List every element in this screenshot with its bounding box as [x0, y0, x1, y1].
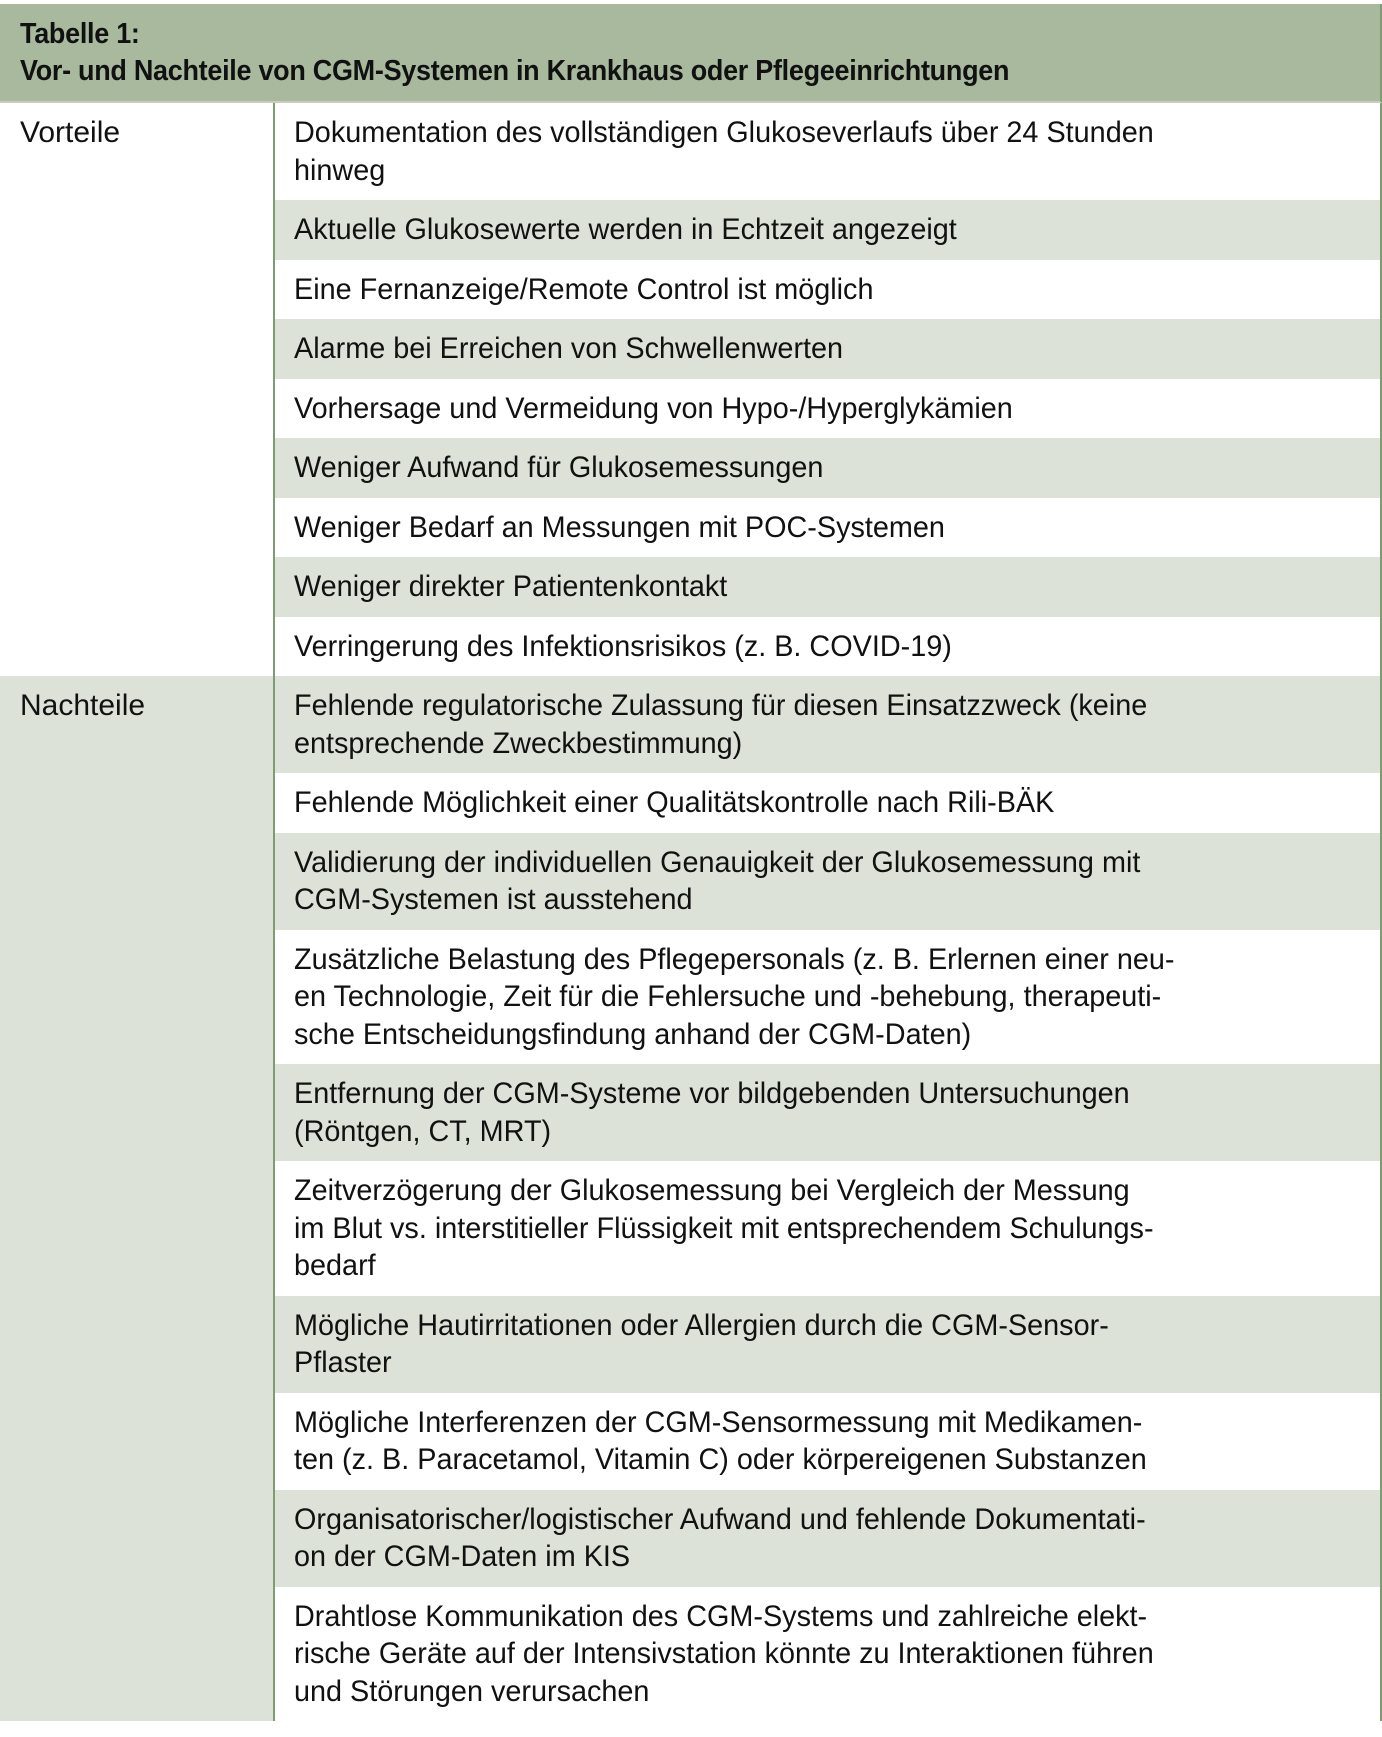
row-text-line: Organisatorischer/logistischer Aufwand und fehlende Dokumentati-: [294, 1502, 1146, 1536]
row-text-line: Alarme bei Erreichen von Schwellenwerten: [294, 332, 844, 365]
table-title: Vor- und Nachteile von CGM-Systemen in Krankhaus oder Pflegeeinrichtungen: [20, 55, 1010, 87]
row-text-line: entsprechende Zweckbestimmung): [294, 726, 743, 760]
row-text-line: Weniger Aufwand für Glukosemessungen: [294, 451, 824, 484]
table-row: [275, 1587, 1380, 1722]
table-row: [275, 773, 1380, 833]
table-row: [275, 319, 1380, 379]
row-text-line: hinweg: [294, 153, 386, 187]
section-disadvantages: [0, 676, 1382, 1721]
row-text-line: Verringerung des Infektionsrisikos (z. B. COVID-19): [294, 629, 952, 663]
section-advantages: [0, 103, 1382, 676]
row-text-line: en Technologie, Zeit für die Fehlersuche und -behebung, therapeuti-: [294, 980, 1162, 1013]
row-text-line: Eine Fernanzeige/Remote Control ist möglich: [294, 272, 874, 306]
row-text-line: Aktuelle Glukosewerte werden in Echtzeit angezeigt: [294, 213, 957, 246]
row-text-line: CGM-Systemen ist ausstehend: [294, 883, 693, 916]
comparison-table: [0, 4, 1382, 1721]
row-text-line: bedarf: [294, 1249, 376, 1282]
table-row: [275, 617, 1380, 677]
row-text-line: (Röntgen, CT, MRT): [294, 1114, 552, 1148]
table-row: [275, 557, 1380, 617]
table-row: [275, 200, 1380, 260]
table-row: [275, 1064, 1380, 1161]
row-text-line: on der CGM-Daten im KIS: [294, 1540, 631, 1573]
table-number: Tabelle 1:: [20, 18, 140, 50]
row-text-line: Dokumentation des vollständigen Glukoseverlaufs über 24 Stunden: [294, 116, 1154, 149]
row-text-line: Vorhersage und Vermeidung von Hypo-/Hyperglykämien: [294, 391, 1013, 425]
row-text-line: Mögliche Interferenzen der CGM-Sensormessung mit Medikamen-: [294, 1405, 1143, 1439]
row-text-line: Zeitverzögerung der Glukosemessung bei Vergleich der Messung: [294, 1174, 1130, 1207]
table-row: [275, 498, 1380, 558]
row-text-line: sche Entscheidungsfindung anhand der CGM-Daten): [294, 1017, 972, 1051]
row-text-line: Weniger Bedarf an Messungen mit POC-Systemen: [294, 510, 945, 544]
table-row: [275, 1490, 1380, 1587]
row-text-line: Fehlende regulatorische Zulassung für diesen Einsatzzweck (keine: [294, 689, 1148, 722]
table-row: [275, 438, 1380, 498]
disadvantages-rows: [275, 676, 1382, 1721]
row-text-line: Drahtlose Kommunikation des CGM-Systems und zahlreiche elekt-: [294, 1599, 1148, 1633]
table-row: [275, 676, 1380, 773]
table-row: [275, 930, 1380, 1065]
table-row: [275, 379, 1380, 439]
table-row: [275, 1296, 1380, 1393]
row-text-line: Weniger direkter Patientenkontakt: [294, 570, 728, 603]
row-text-line: Entfernung der CGM-Systeme vor bildgebenden Untersuchungen: [294, 1077, 1130, 1110]
section-label-advantages: Vorteile: [0, 103, 275, 676]
section-label-disadvantages: Nachteile: [0, 676, 275, 1721]
table-header: [0, 4, 1382, 103]
row-text-line: im Blut vs. interstitieller Flüssigkeit mit entsprechendem Schulungs-: [294, 1211, 1154, 1245]
table-row: [275, 1161, 1380, 1296]
table-row: [275, 103, 1380, 200]
row-text-line: Fehlende Möglichkeit einer Qualitätskontrolle nach Rili-BÄK: [294, 786, 1055, 819]
table-row: [275, 260, 1380, 320]
row-text-line: ten (z. B. Paracetamol, Vitamin C) oder körpereigenen Substanzen: [294, 1443, 1147, 1476]
row-text-line: und Störungen verursachen: [294, 1674, 650, 1708]
advantages-rows: [275, 103, 1382, 676]
row-text-line: Validierung der individuellen Genauigkeit der Glukosemessung mit: [294, 845, 1141, 879]
table-row: [275, 833, 1380, 930]
table-row: [275, 1393, 1380, 1490]
row-text-line: Zusätzliche Belastung des Pflegepersonals (z. B. Erlernen einer neu-: [294, 942, 1175, 976]
row-text-line: Pflaster: [294, 1346, 392, 1379]
row-text-line: rische Geräte auf der Intensivstation könnte zu Interaktionen führen: [294, 1637, 1154, 1670]
row-text-line: Mögliche Hautirritationen oder Allergien durch die CGM-Sensor-: [294, 1308, 1109, 1342]
